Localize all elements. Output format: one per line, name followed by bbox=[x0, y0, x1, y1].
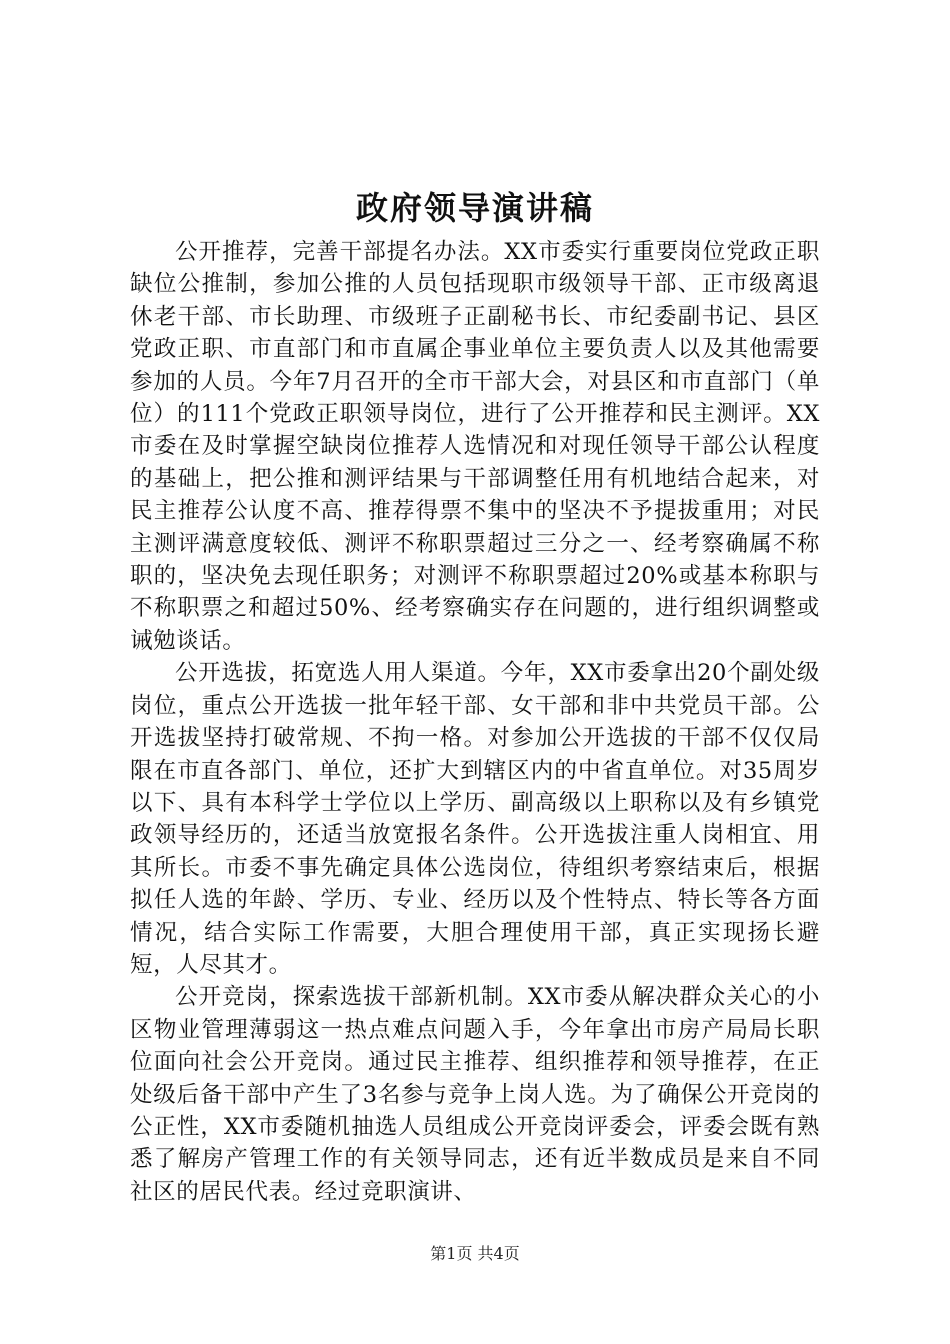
paragraph-public-competition: 公开竞岗，探索选拔干部新机制。XX市委从解决群众关心的小区物业管理薄弱这一热点难点问题入手，今年拿出市房产局局长职位面向社会公开竞岗。通过民主推荐、组织推荐和领导推荐，在正处级后备干部中产生了3名参与竞争上岗人选。为了确保公开竞岗的公正性，XX市委随机抽选人员组成公开竞岗评委会，评委会既有熟悉了解房产管理工作的有关领导同志，还有近半数成员是来自不同社区的居民代表。经过竞职演讲、 bbox=[130, 984, 820, 1205]
page-footer: 第1页 共4页 bbox=[430, 1244, 520, 1263]
paragraph-public-selection: 公开选拔，拓宽选人用人渠道。今年，XX市委拿出20个副处级岗位，重点公开选拔一批年轻干部、女干部和非中共党员干部。公开选拔坚持打破常规、不拘一格。对参加公开选拔的干部不仅仅局限在市直各部门、单位，还扩大到辖区内的中省直单位。对35周岁以下、具有本科学士学位以上学历、副高级以上职称以及有乡镇党政领导经历的，还适当放宽报名条件。公开选拔注重人岗相宜、用其所长。市委不事先确定具体公选岗位，待组织考察结束后，根据拟任人选的年龄、学历、专业、经历以及个性特点、特长等各方面情况，结合实际工作需要，大胆合理使用干部，真正实现扬长避短，人尽其才。 bbox=[130, 660, 820, 978]
document-title: 政府领导演讲稿 bbox=[355, 189, 594, 227]
document-body bbox=[130, 236, 820, 1208]
paragraph-public-recommendation: 公开推荐，完善干部提名办法。XX市委实行重要岗位党政正职缺位公推制，参加公推的人员包括现职市级领导干部、正市级离退休老干部、市长助理、市级班子正副秘书长、市纪委副书记、县区党政正职、市直部门和市直属企事业单位主要负责人以及其他需要参加的人员。今年7月召开的全市干部大会，对县区和市直部门（单位）的111个党政正职领导岗位，进行了公开推荐和民主测评。XX市委在及时掌握空缺岗位推荐人选情况和对现任领导干部公认程度的基础上，把公推和测评结果与干部调整任用有机地结合起来，对民主推荐公认度不高、推荐得票不集中的坚决不予提拔重用；对民主测评满意度较低、测评不称职票超过三分之一、经考察确属不称职的，坚决免去现任职务；对测评不称职票超过20%或基本称职与不称职票之和超过50%、经考察确实存在问题的，进行组织调整或诫勉谈话。 bbox=[130, 239, 820, 654]
